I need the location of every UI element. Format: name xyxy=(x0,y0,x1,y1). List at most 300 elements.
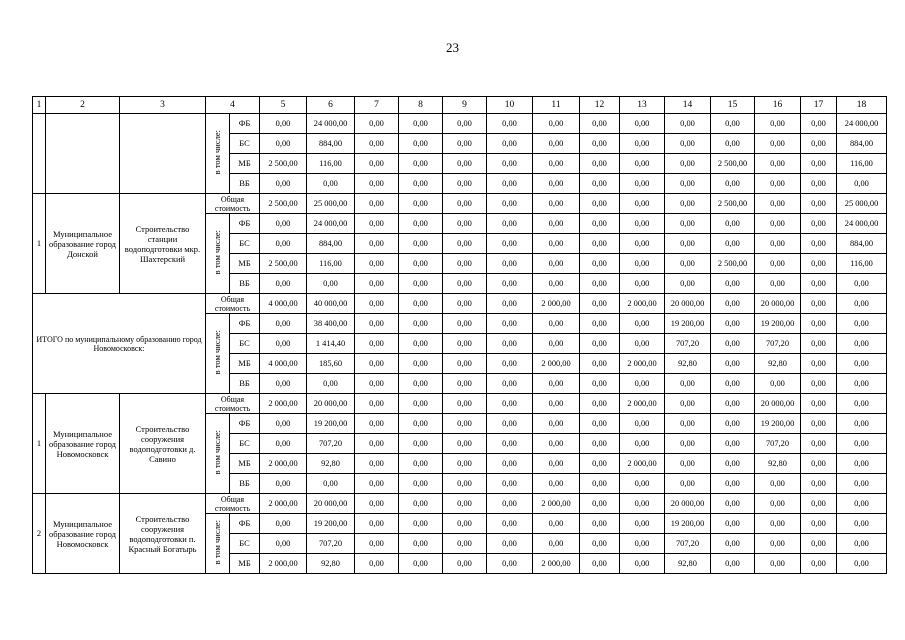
value-cell: 0,00 xyxy=(533,434,580,454)
value-cell: 0,00 xyxy=(355,414,399,434)
value-cell: 0,00 xyxy=(711,334,755,354)
source-label: БС xyxy=(230,134,260,154)
value-cell: 0,00 xyxy=(755,114,801,134)
value-cell: 2 000,00 xyxy=(620,454,665,474)
value-cell: 0,00 xyxy=(260,274,307,294)
value-cell: 0,00 xyxy=(711,214,755,234)
value-cell: 0,00 xyxy=(801,454,837,474)
value-cell: 0,00 xyxy=(443,254,487,274)
total-label: ИТОГО по муниципальному образованию город Новомосковск: xyxy=(33,294,206,394)
value-cell: 0,00 xyxy=(837,394,887,414)
value-cell: 116,00 xyxy=(307,254,355,274)
value-cell: 0,00 xyxy=(355,214,399,234)
column-header: 6 xyxy=(307,97,355,114)
value-cell: 0,00 xyxy=(837,474,887,494)
value-cell: 0,00 xyxy=(711,354,755,374)
value-cell: 2 000,00 xyxy=(620,354,665,374)
column-header: 16 xyxy=(755,97,801,114)
value-cell: 0,00 xyxy=(533,514,580,534)
source-label: ФБ xyxy=(230,514,260,534)
source-label: ВБ xyxy=(230,174,260,194)
value-cell: 0,00 xyxy=(443,494,487,514)
value-cell: 0,00 xyxy=(260,334,307,354)
value-cell: 0,00 xyxy=(711,514,755,534)
value-cell: 19 200,00 xyxy=(307,514,355,534)
value-cell: 0,00 xyxy=(837,374,887,394)
value-cell: 92,80 xyxy=(755,454,801,474)
value-cell: 0,00 xyxy=(711,134,755,154)
value-cell: 0,00 xyxy=(801,314,837,334)
table-row xyxy=(33,114,887,134)
value-cell: 0,00 xyxy=(399,294,443,314)
value-cell: 0,00 xyxy=(620,174,665,194)
value-cell: 0,00 xyxy=(487,354,533,374)
value-cell: 0,00 xyxy=(355,294,399,314)
value-cell: 0,00 xyxy=(487,114,533,134)
value-cell: 0,00 xyxy=(533,274,580,294)
value-cell: 92,80 xyxy=(307,454,355,474)
value-cell: 0,00 xyxy=(580,114,620,134)
value-cell: 0,00 xyxy=(580,474,620,494)
value-cell: 116,00 xyxy=(837,154,887,174)
value-cell: 0,00 xyxy=(533,114,580,134)
source-label: ФБ xyxy=(230,314,260,334)
value-cell: 0,00 xyxy=(620,434,665,454)
value-cell: 0,00 xyxy=(711,374,755,394)
value-cell: 0,00 xyxy=(711,294,755,314)
value-cell: 0,00 xyxy=(620,114,665,134)
value-cell: 0,00 xyxy=(801,354,837,374)
including-label xyxy=(206,514,230,574)
value-cell: 0,00 xyxy=(620,534,665,554)
value-cell: 0,00 xyxy=(399,454,443,474)
table-row xyxy=(33,194,887,214)
value-cell: 0,00 xyxy=(711,474,755,494)
value-cell: 0,00 xyxy=(487,334,533,354)
value-cell: 0,00 xyxy=(580,434,620,454)
value-cell: 0,00 xyxy=(355,434,399,454)
value-cell: 0,00 xyxy=(260,214,307,234)
value-cell: 0,00 xyxy=(533,534,580,554)
value-cell: 0,00 xyxy=(711,434,755,454)
value-cell: 0,00 xyxy=(533,254,580,274)
value-cell: 0,00 xyxy=(355,474,399,494)
value-cell: 25 000,00 xyxy=(307,194,355,214)
value-cell: 0,00 xyxy=(399,234,443,254)
value-cell: 92,80 xyxy=(307,554,355,574)
value-cell: 0,00 xyxy=(487,254,533,274)
value-cell: 0,00 xyxy=(580,534,620,554)
value-cell: 38 400,00 xyxy=(307,314,355,334)
value-cell: 0,00 xyxy=(801,534,837,554)
value-cell: 0,00 xyxy=(801,134,837,154)
value-cell: 20 000,00 xyxy=(755,394,801,414)
value-cell: 0,00 xyxy=(443,174,487,194)
value-cell: 92,80 xyxy=(665,554,711,574)
value-cell: 0,00 xyxy=(355,274,399,294)
value-cell: 24 000,00 xyxy=(837,214,887,234)
column-header-row xyxy=(33,97,887,114)
value-cell: 0,00 xyxy=(755,154,801,174)
value-cell: 0,00 xyxy=(355,334,399,354)
value-cell: 0,00 xyxy=(443,134,487,154)
value-cell: 0,00 xyxy=(620,194,665,214)
value-cell: 0,00 xyxy=(620,154,665,174)
value-cell: 0,00 xyxy=(580,174,620,194)
value-cell: 0,00 xyxy=(837,494,887,514)
value-cell: 0,00 xyxy=(533,414,580,434)
value-cell: 185,60 xyxy=(307,354,355,374)
column-header: 17 xyxy=(801,97,837,114)
value-cell: 0,00 xyxy=(260,474,307,494)
value-cell: 0,00 xyxy=(665,174,711,194)
total-cost-label: Общая стоимость xyxy=(206,294,260,314)
value-cell: 0,00 xyxy=(355,514,399,534)
value-cell: 0,00 xyxy=(399,334,443,354)
value-cell: 0,00 xyxy=(711,234,755,254)
value-cell: 2 000,00 xyxy=(620,294,665,314)
value-cell: 0,00 xyxy=(355,134,399,154)
value-cell: 0,00 xyxy=(665,194,711,214)
value-cell: 0,00 xyxy=(580,334,620,354)
value-cell: 0,00 xyxy=(801,154,837,174)
value-cell: 0,00 xyxy=(399,474,443,494)
total-cost-label: Общая стоимость xyxy=(206,394,260,414)
value-cell: 0,00 xyxy=(711,534,755,554)
value-cell: 884,00 xyxy=(837,234,887,254)
column-header: 3 xyxy=(120,97,206,114)
value-cell: 0,00 xyxy=(801,294,837,314)
value-cell: 0,00 xyxy=(260,414,307,434)
column-header: 4 xyxy=(206,97,260,114)
value-cell: 0,00 xyxy=(487,474,533,494)
value-cell: 0,00 xyxy=(443,194,487,214)
value-cell: 0,00 xyxy=(399,274,443,294)
column-header: 9 xyxy=(443,97,487,114)
value-cell: 0,00 xyxy=(580,554,620,574)
value-cell: 0,00 xyxy=(443,414,487,434)
value-cell: 0,00 xyxy=(755,134,801,154)
value-cell: 707,20 xyxy=(755,434,801,454)
value-cell: 2 000,00 xyxy=(533,494,580,514)
value-cell: 0,00 xyxy=(533,334,580,354)
value-cell: 116,00 xyxy=(307,154,355,174)
value-cell: 0,00 xyxy=(487,534,533,554)
value-cell: 0,00 xyxy=(620,234,665,254)
value-cell: 0,00 xyxy=(755,494,801,514)
source-label: ФБ xyxy=(230,214,260,234)
table-row xyxy=(33,494,887,514)
source-label: МБ xyxy=(230,354,260,374)
value-cell: 24 000,00 xyxy=(307,114,355,134)
table-row xyxy=(33,394,887,414)
value-cell: 25 000,00 xyxy=(837,194,887,214)
value-cell: 0,00 xyxy=(355,314,399,334)
value-cell: 20 000,00 xyxy=(307,394,355,414)
value-cell: 19 200,00 xyxy=(665,314,711,334)
value-cell: 0,00 xyxy=(533,174,580,194)
source-label: БС xyxy=(230,534,260,554)
value-cell: 0,00 xyxy=(533,214,580,234)
value-cell: 0,00 xyxy=(755,254,801,274)
value-cell: 0,00 xyxy=(801,514,837,534)
value-cell: 2 500,00 xyxy=(260,194,307,214)
value-cell: 0,00 xyxy=(580,494,620,514)
value-cell: 0,00 xyxy=(580,354,620,374)
source-label: БС xyxy=(230,434,260,454)
value-cell: 0,00 xyxy=(837,174,887,194)
value-cell: 0,00 xyxy=(443,114,487,134)
value-cell: 0,00 xyxy=(620,374,665,394)
value-cell: 0,00 xyxy=(620,254,665,274)
value-cell: 0,00 xyxy=(399,154,443,174)
value-cell: 0,00 xyxy=(580,454,620,474)
value-cell: 0,00 xyxy=(355,114,399,134)
including-label xyxy=(206,314,230,394)
value-cell: 0,00 xyxy=(533,194,580,214)
value-cell: 0,00 xyxy=(620,514,665,534)
value-cell: 0,00 xyxy=(355,394,399,414)
value-cell: 0,00 xyxy=(443,234,487,254)
value-cell: 0,00 xyxy=(801,194,837,214)
including-text: в том числе: xyxy=(212,330,222,375)
value-cell: 0,00 xyxy=(355,154,399,174)
value-cell: 0,00 xyxy=(801,114,837,134)
value-cell: 4 000,00 xyxy=(260,294,307,314)
value-cell: 20 000,00 xyxy=(665,294,711,314)
value-cell: 19 200,00 xyxy=(665,514,711,534)
value-cell: 0,00 xyxy=(260,534,307,554)
value-cell: 0,00 xyxy=(837,354,887,374)
value-cell: 0,00 xyxy=(665,274,711,294)
financing-table xyxy=(32,96,887,574)
column-header: 13 xyxy=(620,97,665,114)
value-cell: 0,00 xyxy=(801,334,837,354)
value-cell: 0,00 xyxy=(801,494,837,514)
value-cell: 0,00 xyxy=(755,554,801,574)
value-cell: 0,00 xyxy=(307,374,355,394)
value-cell: 0,00 xyxy=(580,294,620,314)
value-cell: 0,00 xyxy=(837,414,887,434)
value-cell: 2 500,00 xyxy=(260,254,307,274)
value-cell: 0,00 xyxy=(620,334,665,354)
value-cell: 0,00 xyxy=(620,134,665,154)
value-cell: 2 500,00 xyxy=(711,194,755,214)
value-cell: 0,00 xyxy=(533,474,580,494)
value-cell: 0,00 xyxy=(711,454,755,474)
page-number: 23 xyxy=(446,40,459,55)
value-cell: 0,00 xyxy=(355,354,399,374)
value-cell: 0,00 xyxy=(711,114,755,134)
municipality-name: Муниципальное образование город Новомосковск xyxy=(46,394,120,494)
value-cell: 2 000,00 xyxy=(260,394,307,414)
value-cell: 0,00 xyxy=(711,554,755,574)
including-label xyxy=(206,114,230,194)
value-cell: 0,00 xyxy=(837,314,887,334)
value-cell: 0,00 xyxy=(355,554,399,574)
including-label xyxy=(206,414,230,494)
value-cell: 2 500,00 xyxy=(711,154,755,174)
value-cell: 0,00 xyxy=(837,294,887,314)
column-header: 8 xyxy=(399,97,443,114)
value-cell: 0,00 xyxy=(533,374,580,394)
value-cell: 0,00 xyxy=(665,374,711,394)
value-cell: 0,00 xyxy=(801,434,837,454)
total-cost-label: Общая стоимость xyxy=(206,494,260,514)
value-cell: 884,00 xyxy=(837,134,887,154)
value-cell: 0,00 xyxy=(399,514,443,534)
column-header: 10 xyxy=(487,97,533,114)
value-cell: 0,00 xyxy=(399,114,443,134)
value-cell: 0,00 xyxy=(355,374,399,394)
value-cell: 0,00 xyxy=(711,314,755,334)
value-cell: 2 000,00 xyxy=(533,294,580,314)
value-cell: 20 000,00 xyxy=(665,494,711,514)
value-cell: 2 000,00 xyxy=(533,354,580,374)
value-cell: 0,00 xyxy=(355,254,399,274)
source-label: МБ xyxy=(230,454,260,474)
value-cell: 0,00 xyxy=(260,174,307,194)
including-label xyxy=(206,214,230,294)
value-cell: 707,20 xyxy=(307,434,355,454)
value-cell: 0,00 xyxy=(487,134,533,154)
value-cell: 0,00 xyxy=(260,314,307,334)
value-cell: 19 200,00 xyxy=(307,414,355,434)
value-cell: 0,00 xyxy=(801,234,837,254)
value-cell: 0,00 xyxy=(533,314,580,334)
value-cell: 0,00 xyxy=(399,534,443,554)
value-cell: 0,00 xyxy=(487,174,533,194)
value-cell: 0,00 xyxy=(399,194,443,214)
value-cell: 0,00 xyxy=(487,154,533,174)
value-cell: 20 000,00 xyxy=(755,294,801,314)
value-cell: 0,00 xyxy=(665,434,711,454)
value-cell: 0,00 xyxy=(487,434,533,454)
value-cell: 0,00 xyxy=(755,274,801,294)
including-text: в том числе: xyxy=(212,130,222,175)
value-cell: 0,00 xyxy=(580,274,620,294)
value-cell: 0,00 xyxy=(755,474,801,494)
value-cell: 884,00 xyxy=(307,134,355,154)
value-cell: 0,00 xyxy=(837,454,887,474)
value-cell: 0,00 xyxy=(260,114,307,134)
value-cell: 0,00 xyxy=(665,214,711,234)
value-cell: 0,00 xyxy=(801,474,837,494)
value-cell: 0,00 xyxy=(533,134,580,154)
value-cell: 0,00 xyxy=(443,334,487,354)
value-cell: 0,00 xyxy=(801,174,837,194)
source-label: МБ xyxy=(230,554,260,574)
value-cell: 0,00 xyxy=(837,334,887,354)
value-cell: 0,00 xyxy=(399,394,443,414)
value-cell: 0,00 xyxy=(487,234,533,254)
value-cell: 2 000,00 xyxy=(533,554,580,574)
value-cell: 0,00 xyxy=(580,214,620,234)
value-cell: 0,00 xyxy=(399,254,443,274)
value-cell: 0,00 xyxy=(580,194,620,214)
value-cell: 0,00 xyxy=(665,254,711,274)
value-cell: 92,80 xyxy=(755,354,801,374)
value-cell: 0,00 xyxy=(711,394,755,414)
value-cell: 0,00 xyxy=(260,134,307,154)
value-cell: 0,00 xyxy=(755,194,801,214)
value-cell: 0,00 xyxy=(580,394,620,414)
value-cell: 24 000,00 xyxy=(307,214,355,234)
value-cell: 0,00 xyxy=(487,374,533,394)
value-cell: 0,00 xyxy=(487,514,533,534)
value-cell: 0,00 xyxy=(355,234,399,254)
value-cell: 40 000,00 xyxy=(307,294,355,314)
value-cell: 92,80 xyxy=(665,354,711,374)
value-cell: 0,00 xyxy=(711,174,755,194)
value-cell: 4 000,00 xyxy=(260,354,307,374)
value-cell: 0,00 xyxy=(533,394,580,414)
source-label: МБ xyxy=(230,254,260,274)
row-number: 1 xyxy=(33,394,46,494)
value-cell: 0,00 xyxy=(620,494,665,514)
value-cell: 0,00 xyxy=(399,494,443,514)
municipality-name xyxy=(46,114,120,194)
value-cell: 0,00 xyxy=(533,154,580,174)
value-cell: 0,00 xyxy=(665,454,711,474)
value-cell: 0,00 xyxy=(837,274,887,294)
value-cell: 0,00 xyxy=(580,314,620,334)
value-cell: 0,00 xyxy=(837,514,887,534)
value-cell: 19 200,00 xyxy=(755,414,801,434)
value-cell: 0,00 xyxy=(443,434,487,454)
value-cell: 0,00 xyxy=(443,374,487,394)
value-cell: 0,00 xyxy=(580,254,620,274)
source-label: ФБ xyxy=(230,114,260,134)
row-number xyxy=(33,114,46,194)
municipality-name: Муниципальное образование город Новомосковск xyxy=(46,494,120,574)
value-cell: 0,00 xyxy=(580,134,620,154)
value-cell: 0,00 xyxy=(399,554,443,574)
including-text: в том числе: xyxy=(212,430,222,475)
value-cell: 0,00 xyxy=(355,494,399,514)
value-cell: 0,00 xyxy=(355,174,399,194)
value-cell: 0,00 xyxy=(399,214,443,234)
column-header: 5 xyxy=(260,97,307,114)
object-name: Строительство станции водоподготовки мкр. Шахтерский xyxy=(120,194,206,294)
value-cell: 20 000,00 xyxy=(307,494,355,514)
value-cell: 0,00 xyxy=(399,434,443,454)
value-cell: 0,00 xyxy=(399,354,443,374)
value-cell: 0,00 xyxy=(620,414,665,434)
value-cell: 2 000,00 xyxy=(260,454,307,474)
column-header: 2 xyxy=(46,97,120,114)
value-cell: 0,00 xyxy=(443,394,487,414)
value-cell: 0,00 xyxy=(355,454,399,474)
value-cell: 1 414,40 xyxy=(307,334,355,354)
value-cell: 0,00 xyxy=(580,234,620,254)
value-cell: 0,00 xyxy=(399,314,443,334)
value-cell: 0,00 xyxy=(487,414,533,434)
municipality-name: Муниципальное образование город Донской xyxy=(46,194,120,294)
value-cell: 0,00 xyxy=(487,194,533,214)
source-label: МБ xyxy=(230,154,260,174)
value-cell: 0,00 xyxy=(443,554,487,574)
value-cell: 0,00 xyxy=(399,414,443,434)
value-cell: 0,00 xyxy=(711,274,755,294)
value-cell: 0,00 xyxy=(580,414,620,434)
column-header: 18 xyxy=(837,97,887,114)
object-name xyxy=(120,114,206,194)
value-cell: 116,00 xyxy=(837,254,887,274)
source-label: ФБ xyxy=(230,414,260,434)
column-header: 1 xyxy=(33,97,46,114)
value-cell: 0,00 xyxy=(620,554,665,574)
